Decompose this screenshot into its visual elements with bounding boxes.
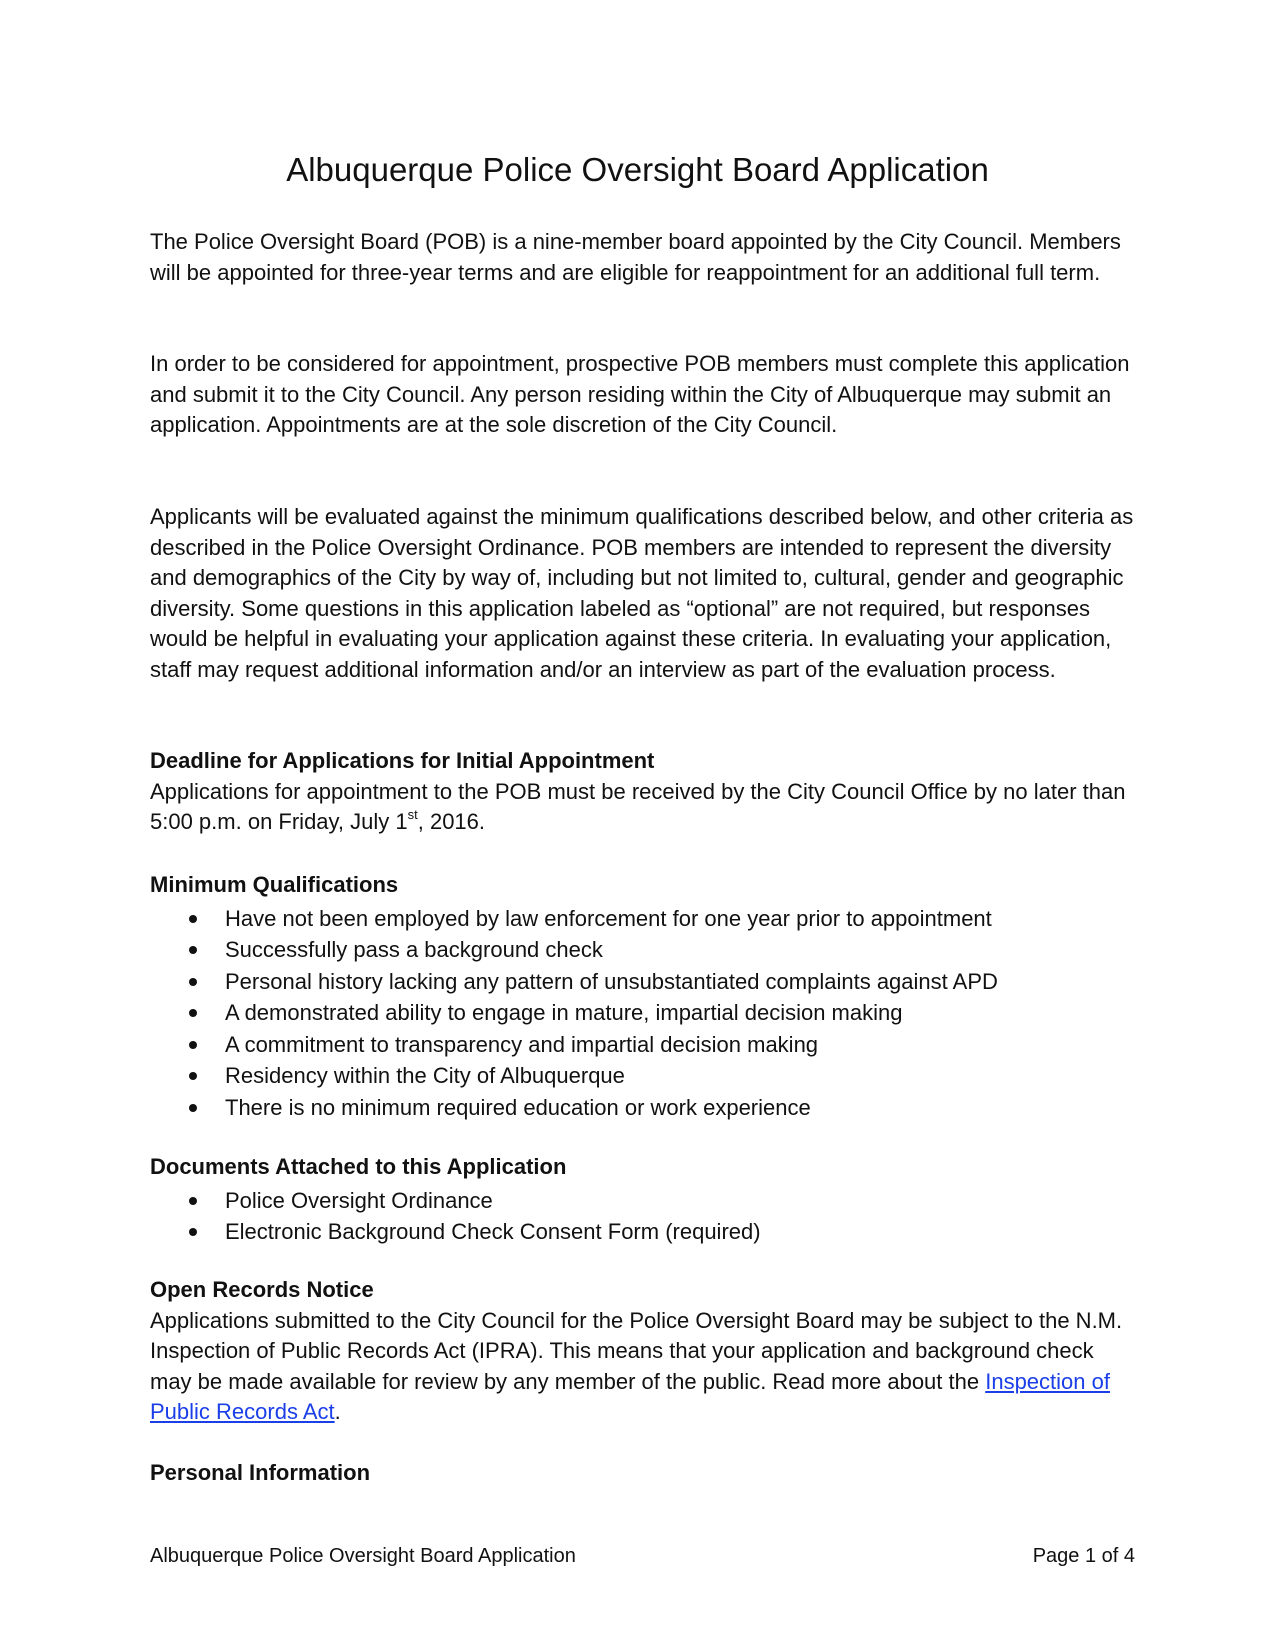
personal-information-section xyxy=(150,1458,1135,1489)
intro-paragraph-2: In order to be considered for appointment, prospective POB members must complete this application and submit it to the City Council. Any person residing within the City of Albuquerque may submit an application. Appointments are at the sole discretion of the City Council. xyxy=(150,351,1130,437)
ipra-link[interactable]: Inspection of Public Records Act xyxy=(150,1368,1110,1424)
bullet-icon xyxy=(189,978,197,986)
list-item-text: Police Oversight Ordinance xyxy=(225,1187,493,1213)
bullet-icon xyxy=(189,1197,197,1205)
deadline-heading: Deadline for Applications for Initial Appointment xyxy=(150,748,655,773)
personal-information-heading: Personal Information xyxy=(150,1460,371,1485)
deadline-text-main: Applications for appointment to the POB must be received by the City Council Office by no later than 5:00 p.m. on Friday, July 1 xyxy=(150,778,1126,834)
footer-title: Albuquerque Police Oversight Board Application xyxy=(150,1545,576,1567)
bullet-icon xyxy=(189,1104,197,1112)
deadline-text xyxy=(150,777,1135,838)
list-item-text: A demonstrated ability to engage in mature, impartial decision making xyxy=(225,1000,903,1025)
list-item-text: Electronic Background Check Consent Form (required) xyxy=(225,1219,761,1244)
list-item xyxy=(150,997,1135,1029)
list-item-text: Residency within the City of Albuquerque xyxy=(225,1063,625,1088)
documents-attached-section xyxy=(150,1152,1135,1248)
bullet-icon xyxy=(189,1041,197,1049)
bullet-icon xyxy=(189,946,197,954)
open-records-body: Applications submitted to the City Council for the Police Oversight Board may be subject to the N.M. Inspection of Public Records Act (IPRA). This means that your application and background check may be made available for review by any member of the public. Read more about the xyxy=(150,1307,1123,1394)
documents-attached-heading: Documents Attached to this Application xyxy=(150,1154,567,1179)
list-item xyxy=(150,966,1135,998)
list-item xyxy=(150,1060,1135,1092)
list-item-text: Personal history lacking any pattern of unsubstantiated complaints against APD xyxy=(225,968,998,994)
bullet-icon xyxy=(189,1228,197,1236)
list-item-text: Have not been employed by law enforcement for one year prior to appointment xyxy=(225,905,992,931)
intro-paragraph-1: The Police Oversight Board (POB) is a nine-member board appointed by the City Council. Members will be appointed for three-year terms and are eligible for reappointment for an additional full term. xyxy=(150,229,1121,285)
list-item-text: Successfully pass a background check xyxy=(225,937,603,962)
open-records-text xyxy=(150,1306,1135,1428)
deadline-text-year: , 2016. xyxy=(417,809,486,834)
documents-attached-list xyxy=(150,1185,1135,1248)
open-records-heading: Open Records Notice xyxy=(150,1277,374,1302)
document-title: Albuquerque Police Oversight Board Application xyxy=(286,151,989,188)
minimum-qualifications-heading: Minimum Qualifications xyxy=(150,872,399,897)
bullet-icon xyxy=(189,1009,197,1017)
bullet-icon xyxy=(189,1072,197,1080)
minimum-qualifications-list xyxy=(150,903,1135,1124)
list-item xyxy=(150,1185,1135,1217)
open-records-period: . xyxy=(334,1399,341,1424)
list-item xyxy=(150,1092,1135,1124)
deadline-section xyxy=(150,746,1135,838)
list-item-text: There is no minimum required education or work experience xyxy=(225,1094,811,1120)
deadline-date-superscript: st xyxy=(407,806,418,822)
bullet-icon xyxy=(189,915,197,923)
list-item-text: A commitment to transparency and impartial decision making xyxy=(225,1031,819,1057)
page-number: Page 1 of 4 xyxy=(1032,1545,1135,1567)
intro-paragraph-3: Applicants will be evaluated against the minimum qualifications described below, and other criteria as described in the Police Oversight Ordinance. POB members are intended to represent the diversity and demographics of the City by way of, including but not limited to, cultural, gender and geographic diversity. Some questions in this application labeled as “optional” are not required, but responses would be helpful in evaluating your application against these criteria. In evaluating your application, staff may request additional information and/or an interview as part of the evaluation process. xyxy=(150,504,1134,682)
minimum-qualifications-section xyxy=(150,870,1135,1123)
list-item xyxy=(150,903,1135,935)
list-item xyxy=(150,934,1135,966)
list-item xyxy=(150,1216,1135,1248)
open-records-section xyxy=(150,1275,1135,1428)
list-item xyxy=(150,1029,1135,1061)
